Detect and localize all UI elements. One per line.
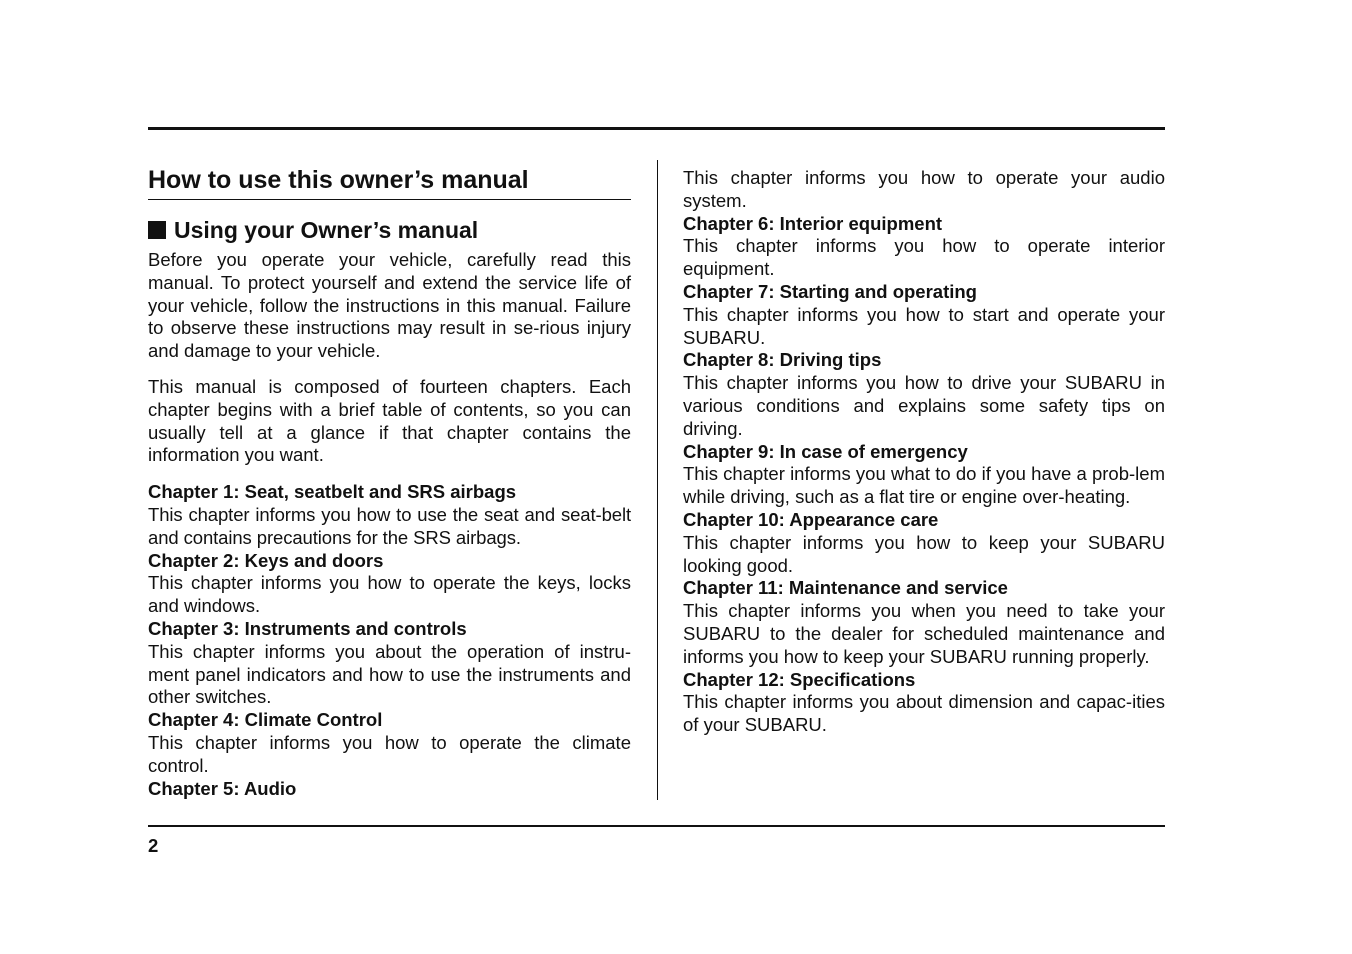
chapter-1-desc: This chapter informs you how to use the seat and seat-belt and contains precautions for the SRS airbags.	[148, 503, 631, 548]
chapter-11-title: Chapter 11: Maintenance and service	[683, 577, 1008, 599]
chapter-1-title: Chapter 1: Seat, seatbelt and SRS airbags	[148, 481, 517, 503]
page-title: How to use this owner’s manual	[148, 166, 631, 200]
chapter-3-title: Chapter 3: Instruments and controls	[148, 617, 467, 639]
chapter-12-title: Chapter 12: Specifications	[683, 668, 916, 690]
black-square-icon	[148, 221, 166, 239]
intro-paragraph-2: This manual is composed of fourteen chapters. Each chapter begins with a brief table of contents, so you can usually tell at a glance if that chapter contains the information you want.	[148, 375, 631, 466]
page-number: 2	[148, 835, 159, 856]
chapter-5-title: Chapter 5: Audio	[148, 777, 297, 799]
top-rule	[148, 127, 1165, 130]
section-title	[148, 216, 631, 244]
chapter-5-desc: This chapter informs you how to operate your audio system.	[683, 167, 1165, 211]
chapter-12-desc: This chapter informs you about dimension and capac-ities of your SUBARU.	[683, 691, 1165, 736]
chapter-2-title: Chapter 2: Keys and doors	[148, 549, 384, 571]
chapter-6-title: Chapter 6: Interior equipment	[683, 212, 943, 234]
chapter-3-desc: This chapter informs you about the operation of instru-ment panel indicators and how to use the instruments and other switches.	[148, 640, 631, 708]
chapter-7-desc: This chapter informs you how to start and operate your SUBARU.	[683, 303, 1165, 348]
chapter-11-desc: This chapter informs you when you need to take your SUBARU to the dealer for scheduled maintenance and informs you how to keep your SUBARU running properly.	[683, 600, 1165, 667]
chapter-10-title: Chapter 10: Appearance care	[683, 508, 939, 530]
chapter-8-title: Chapter 8: Driving tips	[683, 349, 882, 371]
chapter-8-desc: This chapter informs you how to drive your SUBARU in various conditions and explains some safety tips on driving.	[683, 372, 1165, 439]
bottom-rule	[148, 825, 1165, 827]
section-title-text: Using your Owner’s manual	[174, 217, 479, 243]
column-divider	[657, 160, 658, 800]
chapter-10-desc: This chapter informs you how to keep your SUBARU looking good.	[683, 531, 1165, 576]
chapter-6-desc: This chapter informs you how to operate interior equipment.	[683, 235, 1165, 280]
chapter-4-title: Chapter 4: Climate Control	[148, 709, 383, 731]
chapter-2-desc: This chapter informs you how to operate the keys, locks and windows.	[148, 572, 631, 617]
chapter-7-title: Chapter 7: Starting and operating	[683, 280, 977, 302]
left-column	[148, 249, 631, 800]
intro-paragraph-1: Before you operate your vehicle, carefully read this manual. To protect yourself and extend the service life of your vehicle, follow the instructions in this manual. Failure to observe these instructions may result in se-rious injury and damage to your vehicle.	[148, 249, 631, 362]
chapter-4-desc: This chapter informs you how to operate the climate control.	[148, 731, 631, 776]
chapter-9-title: Chapter 9: In case of emergency	[683, 440, 968, 462]
right-column	[683, 167, 1165, 737]
chapter-9-desc: This chapter informs you what to do if you have a prob-lem while driving, such as a flat tire or engine over-heating.	[683, 463, 1165, 508]
